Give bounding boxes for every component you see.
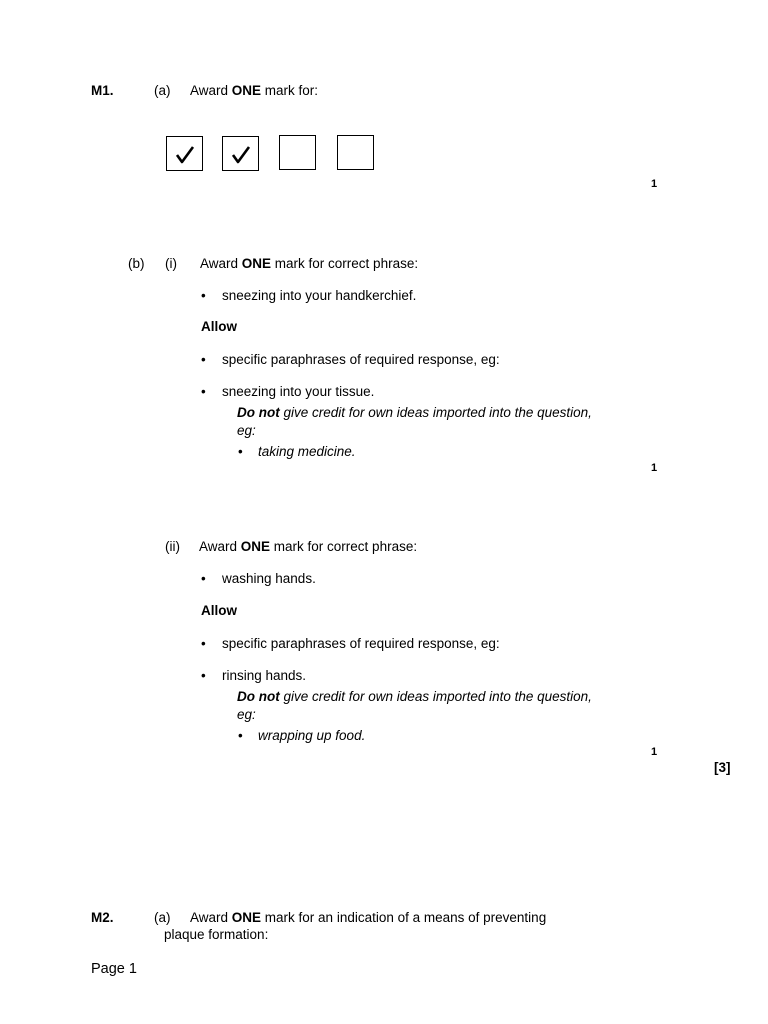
- mark-m1bii: 1: [651, 746, 658, 758]
- part-label-b-i: (i): [165, 256, 177, 271]
- answer-m1bii: washing hands.: [222, 571, 316, 586]
- award-instruction-m1a: Award ONE mark for:: [190, 83, 319, 98]
- total-marks-m1: [3]: [714, 760, 731, 775]
- not-credited-m1bii: wrapping up food.: [258, 728, 366, 743]
- tick-box-2: [222, 136, 259, 171]
- award-instruction-m2a-line2: plaque formation:: [164, 927, 269, 942]
- part-label-a: (a): [154, 910, 171, 925]
- bullet: •: [238, 728, 243, 743]
- allow-heading: Allow: [201, 603, 237, 618]
- award-instruction-m1bi: Award ONE mark for correct phrase:: [200, 256, 419, 271]
- tick-box-1: [166, 136, 203, 171]
- part-label-a: (a): [154, 83, 171, 98]
- allow-item: specific paraphrases of required response, eg:: [222, 352, 500, 367]
- mark-m1a: 1: [651, 178, 658, 190]
- allow-heading: Allow: [201, 319, 237, 334]
- award-instruction-m1bii: Award ONE mark for correct phrase:: [199, 539, 418, 554]
- bullet: •: [201, 384, 206, 399]
- question-number-m2: M2.: [91, 910, 114, 925]
- mark-m1bi: 1: [651, 462, 658, 474]
- bullet: •: [201, 288, 206, 303]
- allow-item: sneezing into your tissue.: [222, 384, 375, 399]
- bullet: •: [238, 444, 243, 459]
- award-instruction-m2a: Award ONE mark for an indication of a means of preventing: [190, 910, 547, 925]
- do-not-note-line2: eg:: [237, 423, 256, 438]
- tick-box-4: [337, 135, 374, 170]
- allow-item: specific paraphrases of required response, eg:: [222, 636, 500, 651]
- do-not-note-line2: eg:: [237, 707, 256, 722]
- answer-m1bi: sneezing into your handkerchief.: [222, 288, 417, 303]
- do-not-note-m1bi: Do not give credit for own ideas imported into the question,: [237, 405, 592, 420]
- not-credited-m1bi: taking medicine.: [258, 444, 356, 459]
- bullet: •: [201, 352, 206, 367]
- do-not-note-m1bii: Do not give credit for own ideas imported into the question,: [237, 689, 592, 704]
- allow-item: rinsing hands.: [222, 668, 307, 683]
- part-label-b-ii: (ii): [165, 539, 180, 554]
- check-icon: [175, 145, 195, 165]
- page-number: Page 1: [91, 961, 137, 977]
- check-icon: [231, 145, 251, 165]
- question-number-m1: M1.: [91, 83, 114, 98]
- part-label-b: (b): [128, 256, 145, 271]
- bullet: •: [201, 571, 206, 586]
- tick-box-3: [279, 135, 316, 170]
- bullet: •: [201, 636, 206, 651]
- bullet: •: [201, 668, 206, 683]
